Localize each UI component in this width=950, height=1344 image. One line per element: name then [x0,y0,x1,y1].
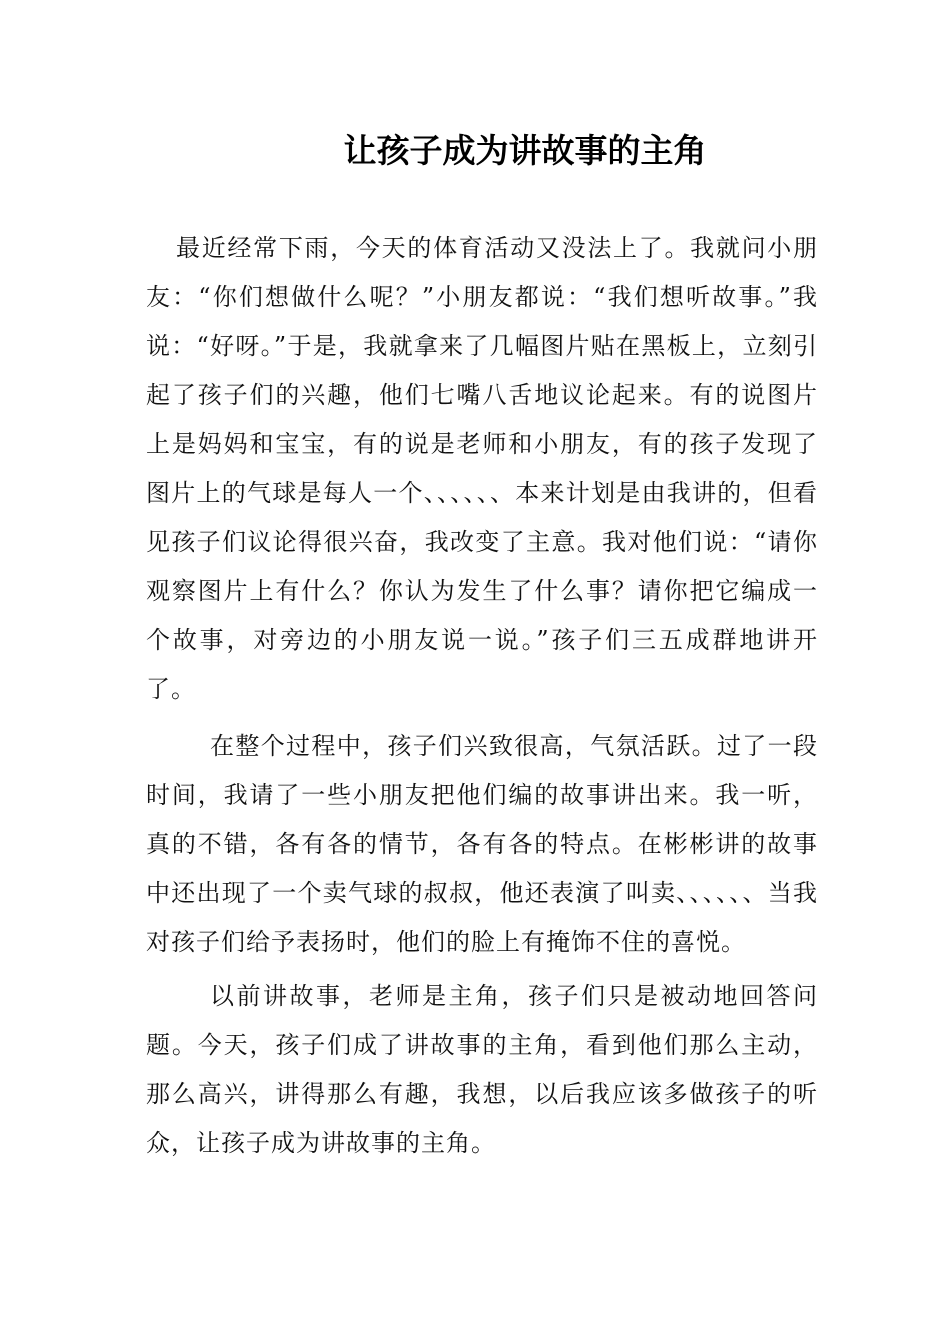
paragraph-3: 以前讲故事，老师是主角，孩子们只是被动地回答问题。今天，孩子们成了讲故事的主角，看到他们那么主动，那么高兴，讲得那么有趣，我想，以后我应该多做孩子的听众，让孩子成为讲故事的主角。 [146,982,818,1157]
paragraph-1: 最近经常下雨，今天的体育活动又没法上了。我就问小朋友：“你们想做什么呢？”小朋友都说：“我们想听故事。”我说：“好呀。”于是，我就拿来了几幅图片贴在黑板上，立刻引起了孩子们的兴趣，他们七嘴八舌地议论起来。有的说图片上是妈妈和宝宝，有的说是老师和小朋友，有的孩子发现了图片上的气球是每人一个、、、、、、本来计划是由我讲的，但看见孩子们议论得很兴奋，我改变了主意。我对他们说：“请你观察图片上有什么？你认为发生了什么事？请你把它编成一个故事，对旁边的小朋友说一说。”孩子们三五成群地讲开了。 [146,234,818,703]
document-title: 让孩子成为讲故事的主角 [343,131,707,170]
paragraph-2: 在整个过程中，孩子们兴致很高，气氛活跃。过了一段时间，我请了一些小朋友把他们编的故事讲出来。我一听，真的不错，各有各的情节，各有各的特点。在彬彬讲的故事中还出现了一个卖气球的叔叔，他还表演了叫卖、、、、、、当我对孩子们给予表扬时，他们的脸上有掩饰不住的喜悦。 [146,732,818,956]
